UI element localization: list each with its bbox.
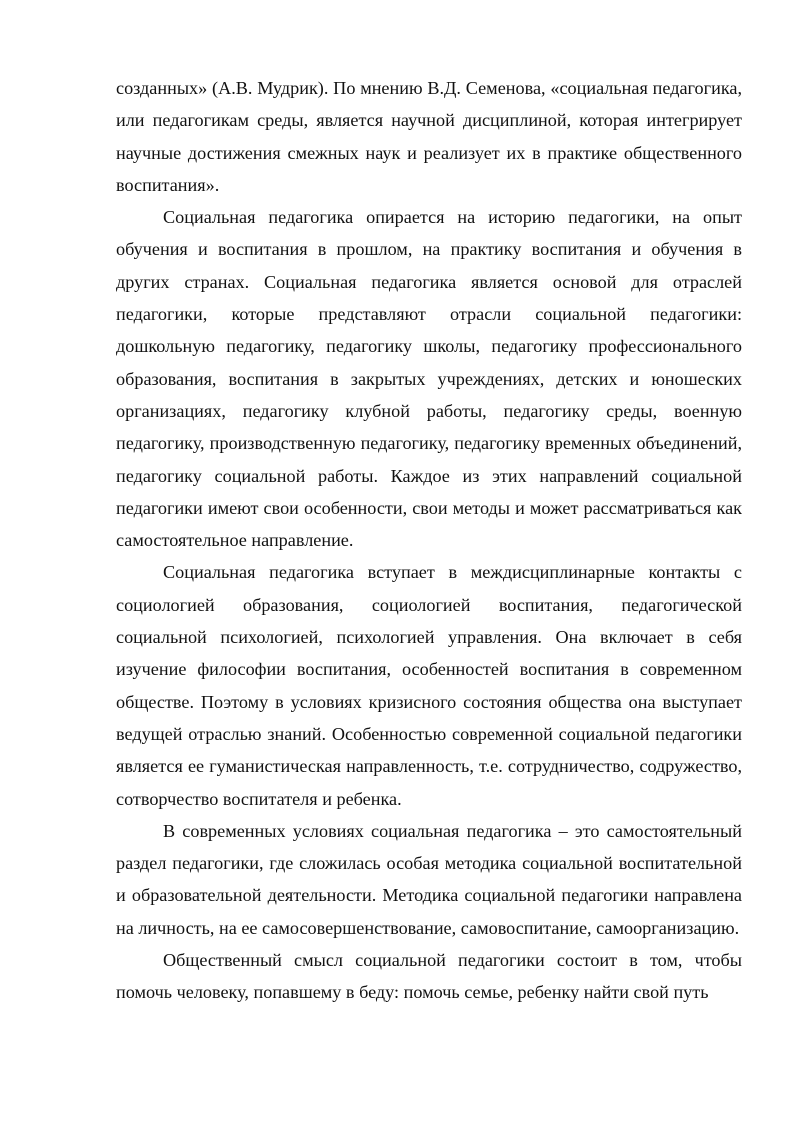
paragraph-2: Социальная педагогика опирается на историю педагогики, на опыт обучения и воспитания в прошлом, на практику воспитания и обучения в других странах. Социальная педагогика является основой для отраслей педагогики, которые представляют отрасли социальной педагогики: дошкольную педагогику, педагогику школы, педагогику профессионального образования, воспитания в закрытых учреждениях, детских и юношеских организациях, педагогику клубной работы, педагогику среды, военную педагогику, производственную педагогику, педагогику временных объединений, педагогику социальной работы. Каждое из этих направлений социальной педагогики имеют свои особенности, свои методы и может рассматриваться как самостоятельное направление. [116,207,742,551]
paragraph-1: созданных» (А.В. Мудрик). По мнению В.Д. Семенова, «социальная педагогика, или педагогикам среды, является научной дисциплиной, которая интегрирует научные достижения смежных наук и реализует их в практике общественного воспитания». [116,78,742,195]
paragraph-5: Общественный смысл социальной педагогики состоит в том, чтобы помочь человеку, попавшему в беду: помочь семье, ребенку найти свой путь [116,950,742,1003]
document-page [116,72,742,1009]
paragraph-3: Социальная педагогика вступает в междисциплинарные контакты с социологией образования, социологией воспитания, педагогической социальной психологией, психологией управления. Она включает в себя изучение философии воспитания, особенностей воспитания в современном обществе. Поэтому в условиях кризисного состояния общества она выступает ведущей отраслью знаний. Особенностью современной социальной педагогики является ее гуманистическая направленность, т.е. сотрудничество, содружество, сотворчество воспитателя и ребенка. [116,562,742,809]
paragraph-4: В современных условиях социальная педагогика – это самостоятельный раздел педагогики, где сложилась особая методика социальной воспитательной и образовательной деятельности. Методика социальной педагогики направлена на личность, на ее самосовершенствование, самовоспитание, самоорганизацию. [116,820,742,938]
